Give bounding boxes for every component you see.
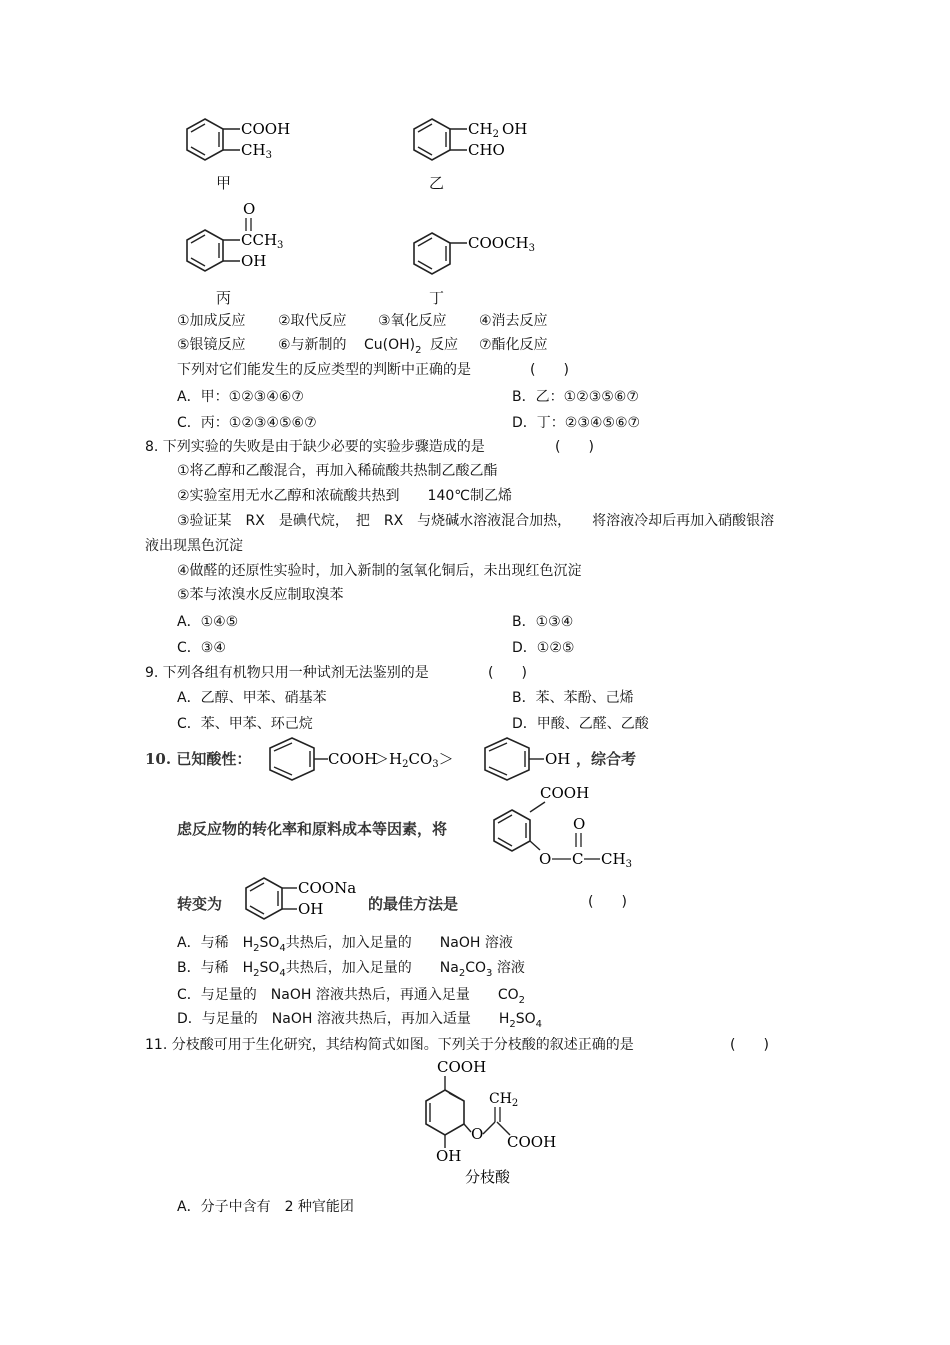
q9-option-d[interactable]: D．甲酸、乙醛、乙酸: [512, 716, 649, 732]
structure-bing: [180, 198, 310, 288]
product-structure: [237, 872, 367, 928]
q8-item-3-cont: 液出现黑色沉淀: [145, 538, 243, 554]
q10-option-c[interactable]: C．与足量的 NaOH 溶液共热后，再通入足量 $CO_2$: [177, 987, 525, 1006]
structure-ding: [407, 226, 557, 286]
q10-line3-a: 转变为: [177, 895, 223, 913]
atom-label: O: [539, 850, 552, 868]
benzene-ring: [187, 230, 223, 271]
svg-text:CH3: [241, 141, 272, 161]
group-label: COOH: [328, 750, 378, 768]
q11-paren: ( ): [730, 1037, 769, 1053]
group-label: COOH: [241, 120, 291, 138]
group-label: CH: [468, 120, 493, 138]
q8-option-c[interactable]: C．③④: [177, 640, 226, 656]
reaction-6-suffix: 反应: [430, 337, 458, 353]
q9-option-a[interactable]: A．乙醇、甲苯、硝基苯: [177, 690, 327, 706]
group-label: COONa: [298, 879, 357, 897]
q8-option-d[interactable]: D．①②⑤: [512, 640, 575, 656]
structure-name-jia: 甲: [216, 174, 232, 192]
q7-option-b[interactable]: B．乙：①②③⑤⑥⑦: [512, 389, 639, 405]
reaction-5: ⑤银镜反应: [177, 337, 246, 353]
structure-name-bing: 丙: [216, 289, 232, 307]
structure-name-yi: 乙: [429, 174, 445, 192]
reaction-3: ③氧化反应: [378, 313, 447, 329]
group-label: OH: [436, 1147, 462, 1165]
q9-option-b[interactable]: B．苯、苯酚、己烯: [512, 690, 634, 706]
benzene-ring: [246, 878, 282, 919]
q8-option-a[interactable]: A．①④⑤: [177, 614, 239, 630]
group-label: OH: [298, 900, 324, 918]
reaction-1: ①加成反应: [177, 313, 246, 329]
structure-name-ding: 丁: [429, 289, 445, 307]
subscript: 2: [415, 344, 422, 356]
structure-jia: [180, 112, 310, 192]
structure-yi: [407, 112, 547, 192]
group-label: COOH: [540, 784, 590, 802]
subscript: 3: [265, 150, 272, 161]
svg-text:CH2: $CH_2$: [489, 1091, 519, 1109]
q10-label: 10. 已知酸性：: [145, 750, 252, 768]
reaction-7: ⑦酯化反应: [479, 337, 548, 353]
ring: [426, 1090, 464, 1135]
svg-text:＞H2CO3＞: $>H_2CO_3>$: [374, 750, 454, 770]
subscript: 3: [528, 243, 536, 254]
reaction-6-formula: [364, 336, 422, 360]
group-label: COOH: [437, 1058, 487, 1076]
atom-label: O: [573, 815, 586, 833]
structure-name: 分枝酸: [465, 1168, 511, 1186]
benzene-ring: [414, 233, 450, 274]
benzene-ring: [187, 119, 223, 160]
atom-label: O: [471, 1125, 484, 1143]
benzene-ring: [494, 810, 530, 851]
q9-paren: ( ): [488, 665, 527, 681]
group-label: OH: [501, 120, 528, 138]
atom-label: C: [572, 850, 584, 868]
q10-option-a[interactable]: A．与稀 $H_2SO_4$共热后，加入足量的 NaOH 溶液: [177, 935, 513, 954]
q10-paren: ( ): [588, 894, 627, 910]
svg-text:CH3: $CH_3$: [601, 850, 632, 870]
subscript: 3: [277, 240, 284, 251]
q7-paren: ( ): [530, 362, 569, 378]
reaction-6-label: ⑥与新制的: [278, 337, 347, 353]
q8-item-1: ①将乙醇和乙酸混合，再加入稀硫酸共热制乙酸乙酯: [177, 463, 498, 479]
group-label: CHO: [468, 141, 505, 159]
group-label: CH: [241, 141, 266, 159]
svg-text:CCH3: [241, 231, 283, 251]
q10-option-d[interactable]: D．与足量的 NaOH 溶液共热后，再加入适量 $H_2SO_4$: [177, 1011, 543, 1030]
q10-option-b[interactable]: B．与稀 $H_2SO_4$共热后，加入足量的 $Na_2CO_3$ 溶液: [177, 960, 525, 979]
q11-stem: 11. 分枝酸可用于生化研究，其结构简式如图。下列关于分枝酸的叙述正确的是: [145, 1037, 634, 1053]
benzene-ring: [414, 119, 450, 160]
chorismic-acid-structure: [415, 1055, 565, 1190]
q7-stem: 下列对它们能发生的反应类型的判断中正确的是: [177, 362, 471, 378]
benzene-ring: [485, 738, 529, 780]
svg-text:CH2OH: [468, 120, 527, 140]
formula: Cu(OH): [364, 337, 416, 353]
q10-line2: 虑反应物的转化率和原料成本等因素，将: [177, 820, 448, 838]
atom-label: O: [243, 200, 256, 218]
q7-option-c[interactable]: C．丙：①②③④⑤⑥⑦: [177, 415, 317, 431]
q11-option-a[interactable]: A．分子中含有 2 种官能团: [177, 1199, 354, 1215]
q9-stem: 9. 下列各组有机物只用一种试剂无法鉴别的是: [145, 665, 429, 681]
subscript: 2: [492, 129, 499, 140]
q9-option-c[interactable]: C．苯、甲苯、环己烷: [177, 716, 313, 732]
group-label: CCH: [241, 231, 278, 249]
svg-text:COOCH3: [468, 234, 535, 254]
aspirin-structure: [485, 782, 645, 877]
q8-paren: ( ): [555, 439, 594, 455]
reaction-2: ②取代反应: [278, 313, 347, 329]
q8-item-4: ④做醛的还原性实验时，加入新制的氢氧化铜后，未出现红色沉淀: [177, 563, 582, 579]
q8-item-5: ⑤苯与浓溴水反应制取溴苯: [177, 587, 344, 603]
q8-item-3: ③验证某 RX 是碘代烷， 把 RX 与烧碱水溶液混合加热， 将溶液冷却后再加入硝酸银溶: [177, 513, 775, 529]
group-label: COOCH: [468, 234, 529, 252]
q10-line3-b: 的最佳方法是: [368, 895, 459, 913]
q8-option-b[interactable]: B．①③④: [512, 614, 574, 630]
group-label: OH: [241, 252, 267, 270]
q10-line1-tail: ，综合考: [576, 750, 637, 768]
q7-option-d[interactable]: D．丁：②③④⑤⑥⑦: [512, 415, 641, 431]
group-label: OH: [545, 750, 571, 768]
q8-item-2: ②实验室用无水乙醇和浓硫酸共热到 140℃制乙烯: [177, 488, 512, 504]
group-label: COOH: [507, 1133, 557, 1151]
reaction-4: ④消去反应: [479, 313, 548, 329]
q7-option-a[interactable]: A．甲：①②③④⑥⑦: [177, 389, 304, 405]
q8-stem: 8. 下列实验的失败是由于缺少必要的实验步骤造成的是: [145, 439, 485, 455]
benzene-ring: [270, 738, 314, 780]
